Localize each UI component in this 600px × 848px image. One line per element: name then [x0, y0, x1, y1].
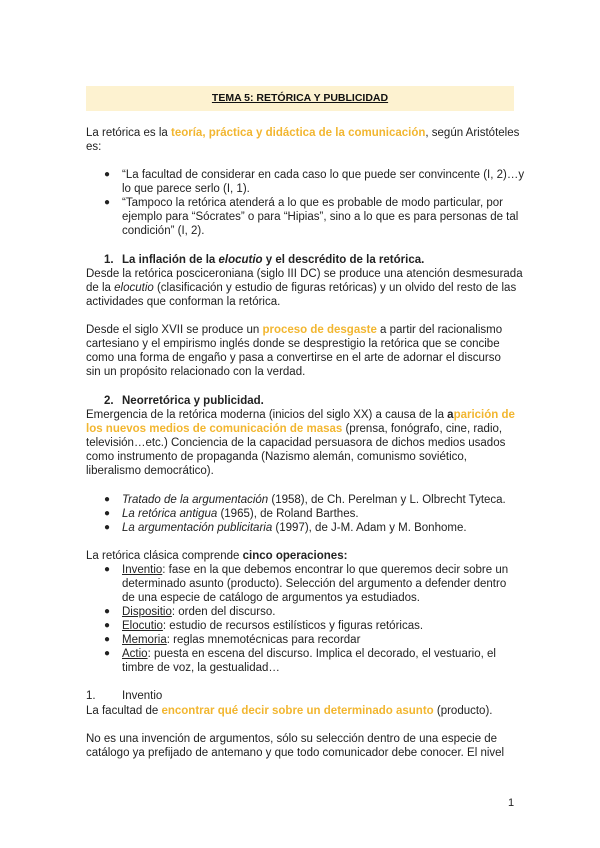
section-1-p1-line-2: de la elocutio (clasificación y estudio de figuras retóricas) y un olvido del resto de las	[86, 282, 517, 294]
highlight-encontrar: encontrar qué decir sobre un determinado asunto	[161, 705, 434, 717]
inventio-line-1: La facultad de encontrar qué decir sobre un determinado asunto (producto).	[86, 705, 493, 717]
operation-actio-line-2: timbre de voz, la gestualidad…	[122, 662, 280, 674]
page-number: 1	[508, 797, 515, 809]
bullet-icon: ●	[104, 508, 111, 519]
intro-text-after: , según Aristóteles	[425, 127, 520, 139]
quote-1-line-1: “La facultad de considerar en cada caso lo que puede ser convincente (I, 2)…y	[122, 169, 525, 181]
inventio-p-line-2: catálogo ya prefijado de antemano y que todo comunicador debe conocer. El nivel	[86, 747, 505, 759]
operation-elocutio: Elocutio: estudio de recursos estilísticos y figuras retóricas.	[122, 620, 424, 632]
operation-inventio-line-2: determinado asunto (producto). Selección del argumento a defender dentro	[122, 578, 507, 590]
operation-dispositio: Dispositio: orden del discurso.	[122, 606, 276, 618]
bullet-icon: ●	[104, 606, 111, 617]
book-1: Tratado de la argumentación (1958), de Ch. Perelman y L. Olbrecht Tyteca.	[122, 494, 506, 506]
title-banner	[86, 86, 514, 111]
intro-text: La retórica es la	[86, 127, 172, 139]
bullet-icon: ●	[104, 564, 111, 575]
intro-highlight: teoría, práctica y didáctica de la comunicación	[171, 127, 426, 139]
operations-intro: La retórica clásica comprende cinco operaciones:	[86, 550, 348, 562]
section-1-p2-line-4: sin un propósito relacionado con la verdad.	[86, 366, 306, 378]
quote-2-line-2: ejemplo para “Sócrates” o para “Hipias”, sino a lo que es para personas de tal	[122, 211, 519, 223]
book-3: La argumentación publicitaria (1997), de J-M. Adam y M. Bonhome.	[122, 522, 467, 534]
operation-inventio-line-3: de una especie de catálogo de argumentos ya estudiados.	[122, 592, 420, 604]
section-2-line-1: Emergencia de la retórica moderna (inicios del siglo XX) a causa de la aparición de	[86, 409, 515, 421]
section-1-p2-line-2: cartesiano y el empirismo inglés donde se desprestigio la retórica que se concibe	[86, 338, 500, 350]
intro-line-2: es:	[86, 141, 102, 153]
section-2-line-3: televisión…etc.) Conciencia de la capacidad persuasora de dichos medios usados	[86, 437, 506, 449]
section-1-number: 1.	[104, 254, 114, 266]
bullet-icon: ●	[104, 620, 111, 631]
section-1-p2-line-1: Desde el siglo XVII se produce un proceso de desgaste a partir del racionalismo	[86, 324, 503, 336]
bullet-icon: ●	[104, 494, 111, 505]
section-2-number: 2.	[104, 395, 114, 407]
operation-memoria: Memoria: reglas mnemotécnicas para recordar	[122, 634, 361, 646]
intro-line-1	[86, 126, 519, 140]
section-1-p1-line-3: actividades que conforman la retórica.	[86, 296, 281, 308]
bullet-icon: ●	[104, 169, 111, 180]
section-2-line-5: liberalismo democrático).	[86, 465, 214, 477]
section-1-p2-line-3: como una forma de engaño y pasa a convertirse en el arte de adornar el discurso	[86, 352, 501, 364]
bullet-icon: ●	[104, 648, 111, 659]
bullet-icon: ●	[104, 634, 111, 645]
inventio-heading: Inventio	[122, 690, 163, 702]
operation-actio-line-1: Actio: puesta en escena del discurso. Implica el decorado, el vestuario, el	[122, 648, 496, 660]
operation-inventio-line-1: Inventio: fase en la que debemos encontrar lo que queremos decir sobre un	[122, 564, 509, 576]
inventio-p-line-1: No es una invención de argumentos, sólo su selección dentro de una especie de	[86, 733, 498, 745]
inventio-number: 1.	[86, 690, 96, 702]
section-2-heading: Neorretórica y publicidad.	[122, 395, 264, 407]
highlight-desgaste: proceso de desgaste	[262, 324, 377, 336]
page-title: TEMA 5: RETÓRICA Y PUBLICIDAD	[211, 92, 389, 104]
quote-2-line-3: condición” (I, 2).	[122, 225, 205, 237]
quote-1-line-2: lo que parece serlo (I, 1).	[122, 183, 250, 195]
section-1-heading: La inflación de la elocutio y el descrédito de la retórica.	[122, 254, 425, 266]
section-1-p1-line-1: Desde la retórica posciceroniana (siglo III DC) se produce una atención desmesurada	[86, 268, 523, 280]
bullet-icon: ●	[104, 522, 111, 533]
section-2-line-2: los nuevos medios de comunicación de masas (prensa, fonógrafo, cine, radio,	[86, 423, 503, 435]
book-2: La retórica antigua (1965), de Roland Barthes.	[122, 508, 359, 520]
section-2-line-4: como instrumento de propaganda (Nazismo alemán, comunismo soviético,	[86, 451, 467, 463]
highlight-medios: los nuevos medios de comunicación de masas	[86, 423, 343, 435]
bullet-icon: ●	[104, 197, 111, 208]
quote-2-line-1: “Tampoco la retórica atenderá a lo que es probable de modo particular, por	[122, 197, 504, 209]
